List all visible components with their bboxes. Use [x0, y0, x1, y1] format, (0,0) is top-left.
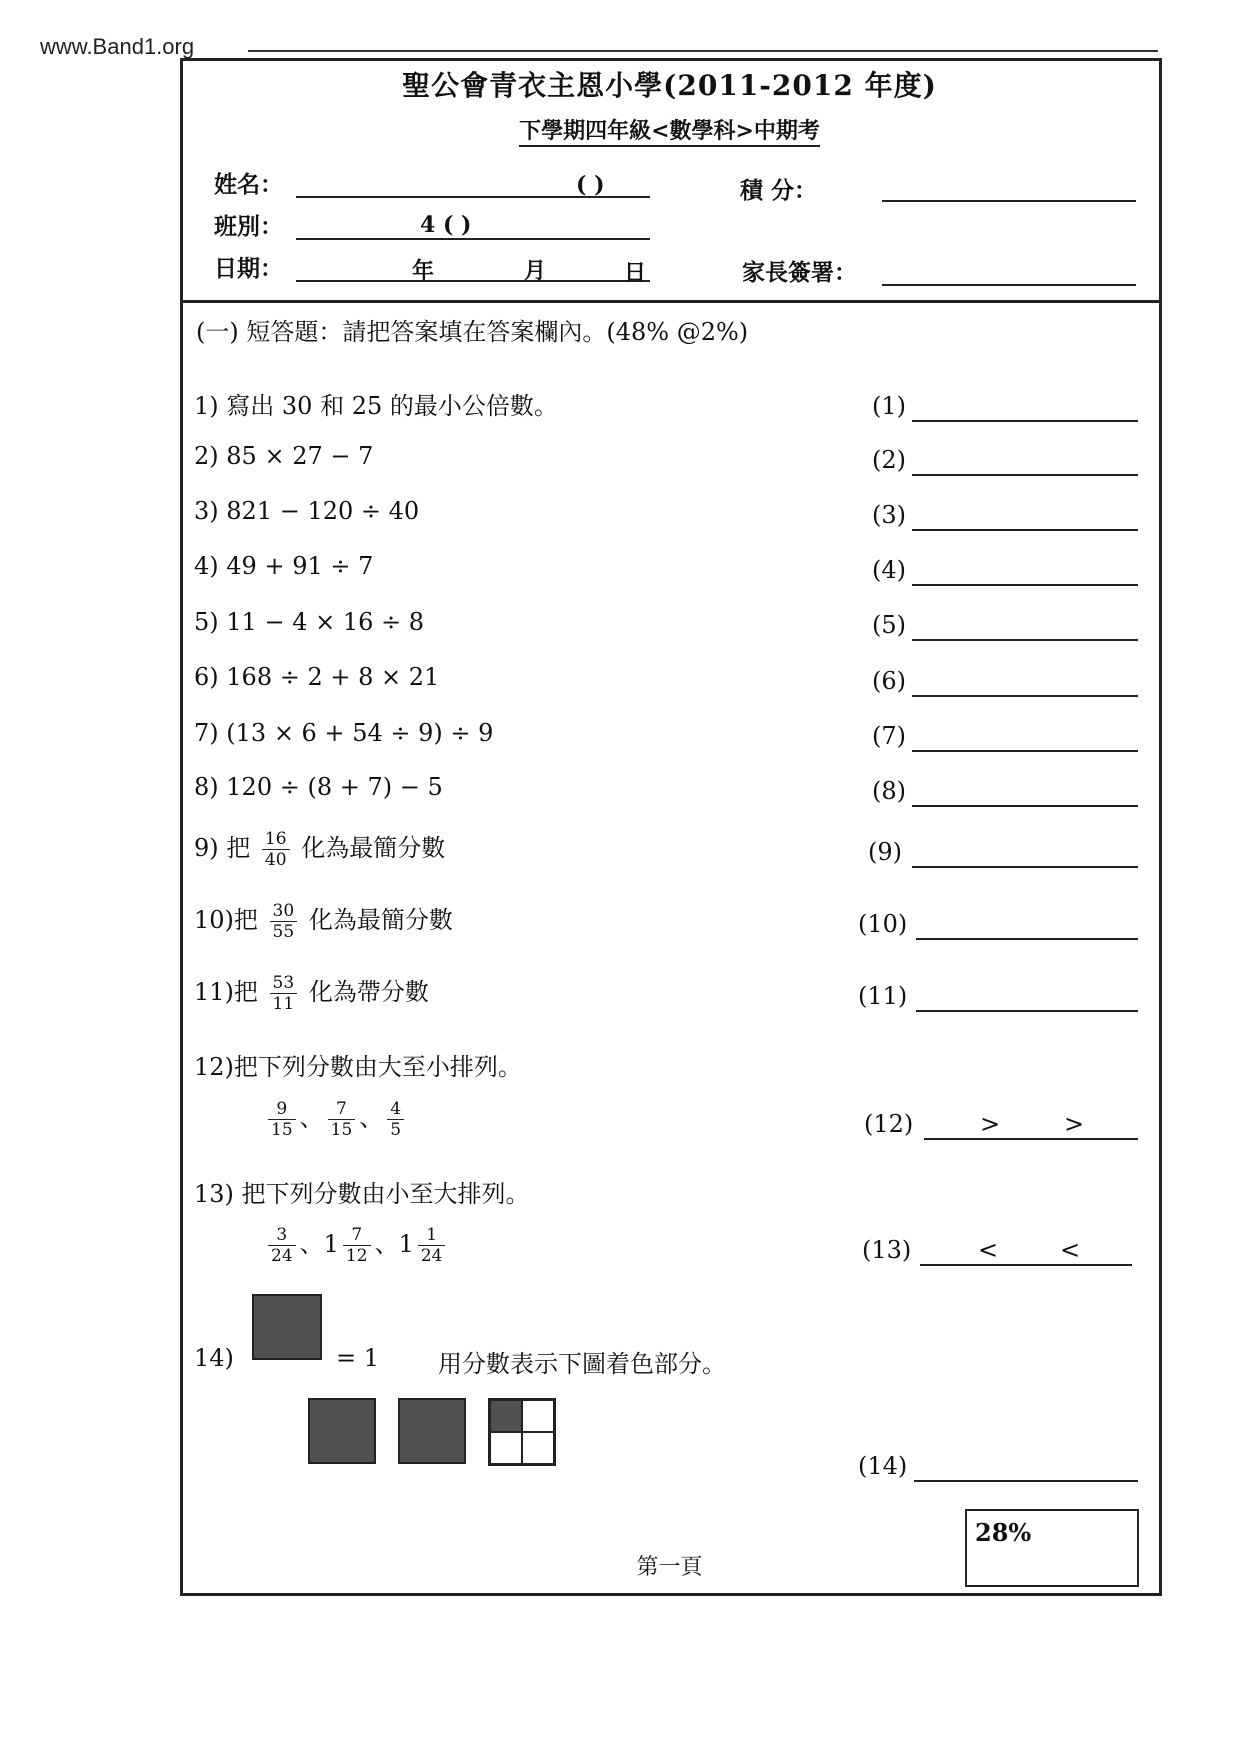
- question-1: 1) 寫出 30 和 25 的最小公倍數。: [194, 392, 558, 420]
- answer-field-3[interactable]: [912, 529, 1138, 531]
- unit-square: [252, 1294, 322, 1360]
- question-6: 6) 168 ÷ 2 + 8 × 21: [194, 663, 440, 691]
- answer-label-7: (7): [872, 722, 906, 750]
- page-title: 聖公會青衣主恩小學(2011-2012 年度): [402, 69, 937, 102]
- answer-label-1: (1): [872, 392, 906, 420]
- answer-field-11[interactable]: [916, 1010, 1138, 1012]
- shaded-quarter: [490, 1400, 522, 1432]
- answer-12-sym-1: >: [980, 1110, 1001, 1138]
- empty-quarter: [490, 1432, 522, 1464]
- question-9: 9) 把 $\frac{16}{40}$ 化為最簡分數: [194, 829, 446, 870]
- score-label: 積 分：: [740, 177, 818, 204]
- name-label: 姓名：: [214, 171, 283, 198]
- answer-field-10[interactable]: [916, 938, 1138, 940]
- answer-field-7[interactable]: [912, 750, 1138, 752]
- question-2: 2) 85 × 27 − 7: [194, 442, 374, 470]
- question-14-text: 用分數表示下圖着色部分。: [438, 1350, 726, 1378]
- answer-field-8[interactable]: [912, 805, 1138, 807]
- answer-field-1[interactable]: [912, 420, 1138, 422]
- date-field[interactable]: [296, 280, 650, 282]
- quarter-shaded-square: [488, 1398, 556, 1466]
- answer-field-13[interactable]: [920, 1264, 1132, 1266]
- score-field[interactable]: [882, 200, 1136, 202]
- question-11: 11)把 $\frac{53}{11}$ 化為帶分數: [194, 973, 429, 1014]
- question-7: 7) (13 × 6 + 54 ÷ 9) ÷ 9: [194, 719, 494, 747]
- question-3: 3) 821 − 120 ÷ 40: [194, 497, 420, 525]
- answer-label-14: (14): [858, 1452, 908, 1480]
- section-title: (一) 短答題：請把答案填在答案欄內。(48% @2%): [196, 318, 749, 346]
- question-13-fractions: $\frac{3}{24}$ 、1 $\frac{7}{12}$ 、1 $\frac{1}{24}$: [264, 1224, 449, 1266]
- answer-label-9: (9): [868, 838, 902, 866]
- answer-label-10: (10): [858, 910, 908, 938]
- answer-field-9[interactable]: [912, 866, 1138, 868]
- answer-field-14[interactable]: [914, 1480, 1138, 1482]
- fraction: $\frac{53}{11}$: [270, 973, 298, 1014]
- class-label: 班別：: [214, 213, 283, 240]
- answer-field-4[interactable]: [912, 584, 1138, 586]
- date-month: 月: [524, 258, 547, 284]
- answer-field-12[interactable]: [924, 1138, 1138, 1140]
- answer-label-12: (12): [864, 1110, 914, 1138]
- answer-13-sym-2: <: [1060, 1236, 1081, 1264]
- answer-label-13: (13): [862, 1236, 912, 1264]
- fraction: $\frac{16}{40}$: [262, 829, 290, 870]
- answer-label-5: (5): [872, 611, 906, 639]
- fraction: $\frac{30}{55}$: [270, 901, 298, 942]
- answer-field-2[interactable]: [912, 474, 1138, 476]
- question-12-fractions: $\frac{9}{15}$ 、 $\frac{7}{15}$ 、 $\frac{4}{5}$: [264, 1098, 408, 1140]
- answer-field-5[interactable]: [912, 639, 1138, 641]
- answer-12-sym-2: >: [1064, 1110, 1085, 1138]
- class-number-paren: ( ): [576, 172, 605, 198]
- header-divider: [180, 300, 1159, 303]
- date-year: 年: [412, 258, 435, 284]
- date-label: 日期：: [214, 255, 283, 282]
- parent-signature-field[interactable]: [882, 284, 1136, 286]
- answer-label-6: (6): [872, 667, 906, 695]
- question-10: 10)把 $\frac{30}{55}$ 化為最簡分數: [194, 901, 453, 942]
- class-value: 4 ( ): [420, 212, 472, 238]
- question-4: 4) 49 + 91 ÷ 7: [194, 552, 374, 580]
- page-subtitle: 下學期四年級<數學科>中期考: [180, 114, 1159, 145]
- question-14-number: 14): [194, 1344, 234, 1372]
- answer-13-sym-1: <: [978, 1236, 999, 1264]
- class-field[interactable]: [296, 238, 650, 240]
- question-13: 13) 把下列分數由小至大排列。: [194, 1180, 530, 1208]
- parent-signature-label: 家長簽署：: [742, 259, 857, 286]
- answer-label-4: (4): [872, 556, 906, 584]
- shaded-square-2: [398, 1398, 466, 1464]
- shaded-square-1: [308, 1398, 376, 1464]
- question-14-equals: = 1: [336, 1344, 380, 1372]
- answer-label-11: (11): [858, 982, 908, 1010]
- section-score-percent: 28%: [975, 1518, 1032, 1547]
- top-rule: [248, 50, 1158, 52]
- question-12: 12)把下列分數由大至小排列。: [194, 1053, 522, 1081]
- question-5: 5) 11 − 4 × 16 ÷ 8: [194, 608, 424, 636]
- watermark: www.Band1.org: [40, 34, 195, 59]
- empty-quarter: [522, 1400, 554, 1432]
- question-8: 8) 120 ÷ (8 + 7) − 5: [194, 773, 443, 801]
- answer-field-6[interactable]: [912, 695, 1138, 697]
- answer-label-3: (3): [872, 501, 906, 529]
- answer-label-8: (8): [872, 777, 906, 805]
- date-day: 日: [624, 260, 647, 286]
- answer-label-2: (2): [872, 446, 906, 474]
- page-number: 第一頁: [636, 1555, 703, 1580]
- empty-quarter: [522, 1432, 554, 1464]
